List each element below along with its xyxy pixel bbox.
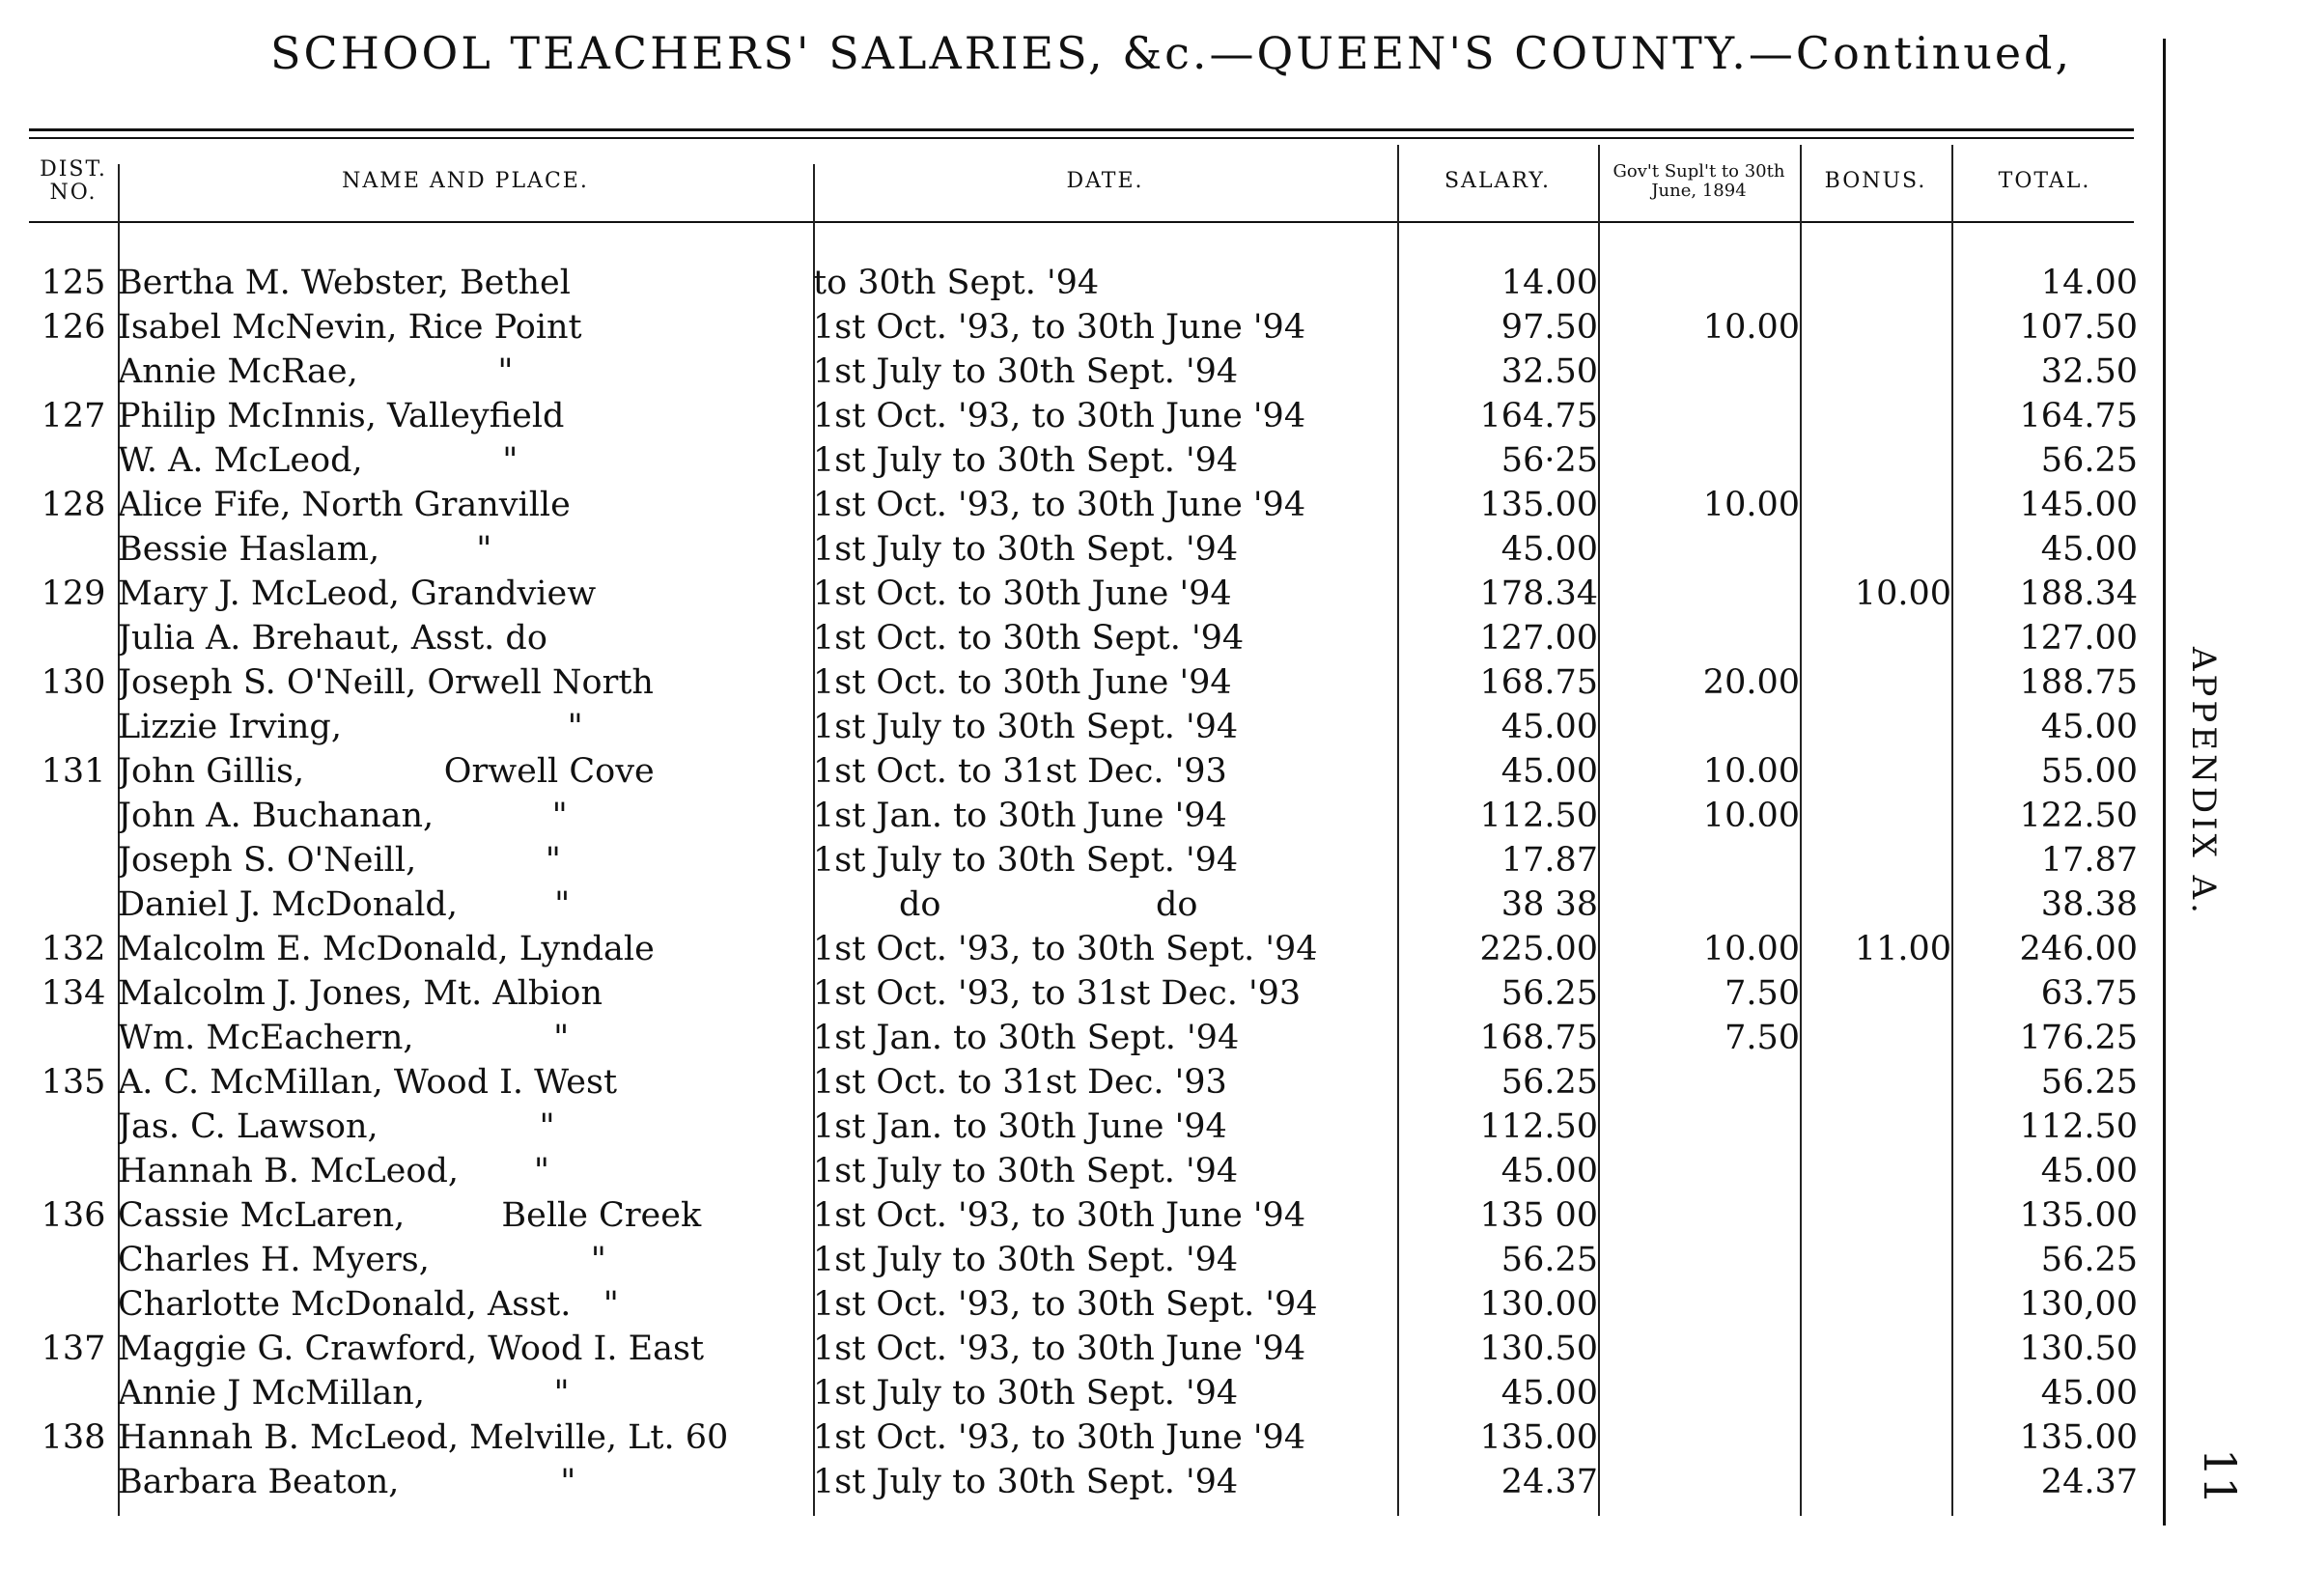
gov-supplement-cell [1598, 527, 1800, 572]
dist-no-cell [29, 838, 118, 882]
date-cell: 1st Oct. to 30th June '94 [813, 663, 1232, 702]
salary-cell: 14.00 [1500, 264, 1598, 302]
table-row [29, 971, 2138, 1016]
bonus-cell [1800, 527, 1951, 572]
dist-no-cell [29, 1282, 118, 1327]
salary-cell: 225.00 [1479, 930, 1598, 968]
bonus-cell [1800, 749, 1951, 794]
dist-no-cell [29, 616, 118, 660]
name-place-cell: Hannah B. McLeod, " [118, 1152, 549, 1190]
total-cell: 56.25 [2040, 1241, 2138, 1279]
table-row [29, 1016, 2138, 1060]
gov-supplement-cell: 7.50 [1724, 974, 1800, 1013]
gov-supplement-cell [1598, 882, 1800, 927]
header-rule-top-thin [29, 137, 2134, 139]
date-cell: 1st Oct. '93, to 30th June '94 [813, 308, 1306, 347]
salary-cell: 112.50 [1479, 1107, 1598, 1146]
salary-cell: 135 00 [1479, 1196, 1598, 1235]
table-row [29, 1371, 2138, 1415]
gov-supplement-cell [1598, 1371, 1800, 1415]
total-cell: 145.00 [2019, 486, 2138, 524]
name-place-cell: John A. Buchanan, " [118, 797, 568, 835]
name-place-cell: Bessie Haslam, " [118, 530, 492, 569]
bonus-cell [1800, 1327, 1951, 1371]
bonus-cell [1800, 1149, 1951, 1193]
bonus-cell [1800, 483, 1951, 527]
name-place-cell: Annie J McMillan, " [118, 1374, 570, 1413]
bonus-cell [1800, 1282, 1951, 1327]
dist-no-cell [29, 438, 118, 483]
total-cell: 188.75 [2019, 663, 2138, 702]
salary-cell: 45.00 [1500, 1374, 1598, 1413]
date-cell: 1st July to 30th Sept. '94 [813, 1463, 1239, 1501]
gov-supplement-cell [1598, 1105, 1800, 1149]
dist-no-cell: 128 [41, 486, 106, 524]
salary-cell: 38 38 [1500, 885, 1598, 924]
total-cell: 176.25 [2019, 1019, 2138, 1057]
total-cell: 122.50 [2019, 797, 2138, 835]
name-place-cell: Wm. McEachern, " [118, 1019, 570, 1057]
date-cell: 1st Oct. to 30th Sept. '94 [813, 619, 1245, 658]
gov-supplement-cell [1598, 1060, 1800, 1105]
salary-cell: 135.00 [1479, 486, 1598, 524]
table-row [29, 261, 2138, 305]
total-cell: 32.50 [2040, 352, 2138, 391]
dist-no-cell: 136 [41, 1196, 106, 1235]
gov-supplement-cell: 20.00 [1702, 663, 1800, 702]
table-row [29, 438, 2138, 483]
bonus-cell [1800, 1105, 1951, 1149]
total-cell: 45.00 [2040, 1374, 2138, 1413]
date-cell: 1st Oct. '93, to 30th June '94 [813, 486, 1306, 524]
name-place-cell: Philip McInnis, Valleyfield [118, 397, 565, 435]
date-cell: 1st July to 30th Sept. '94 [813, 841, 1239, 880]
total-cell: 38.38 [2040, 885, 2138, 924]
table-header-row [29, 143, 2138, 220]
dist-no-cell: 131 [41, 752, 106, 791]
salary-cell: 45.00 [1500, 1152, 1598, 1190]
bonus-cell [1800, 1060, 1951, 1105]
table-row [29, 394, 2138, 438]
salary-cell: 127.00 [1479, 619, 1598, 658]
salary-cell: 178.34 [1479, 574, 1598, 613]
bonus-cell [1800, 1016, 1951, 1060]
salary-cell: 130.00 [1479, 1285, 1598, 1324]
dist-no-cell [29, 350, 118, 394]
dist-no-cell [29, 1149, 118, 1193]
dist-no-cell: 125 [41, 264, 106, 302]
total-cell: 188.34 [2019, 574, 2138, 613]
table-row [29, 1193, 2138, 1238]
bonus-cell [1800, 305, 1951, 350]
date-cell: to 30th Sept. '94 [813, 264, 1100, 302]
bonus-cell: 11.00 [1854, 930, 1951, 968]
bonus-cell [1800, 350, 1951, 394]
total-cell: 135.00 [2019, 1418, 2138, 1457]
total-cell: 63.75 [2040, 974, 2138, 1013]
salary-cell: 17.87 [1500, 841, 1598, 880]
dist-no-cell: 130 [41, 663, 106, 702]
header-salary: SALARY. [1444, 168, 1552, 193]
table-row [29, 1282, 2138, 1327]
total-cell: 56.25 [2040, 441, 2138, 480]
page-right-border [2163, 39, 2166, 1526]
salary-cell: 24.37 [1500, 1463, 1598, 1501]
gov-supplement-cell: 10.00 [1702, 752, 1800, 791]
salary-cell: 32.50 [1500, 352, 1598, 391]
date-cell: 1st Oct. '93, to 30th June '94 [813, 397, 1306, 435]
table-row [29, 1238, 2138, 1282]
dist-no-cell: 132 [41, 930, 106, 968]
dist-no-cell [29, 527, 118, 572]
date-cell: 1st Jan. to 30th June '94 [813, 797, 1227, 835]
name-place-cell: John Gillis, Orwell Cove [118, 752, 655, 791]
bonus-cell [1800, 261, 1951, 305]
header-total: TOTAL. [1998, 168, 2091, 193]
date-cell: 1st Oct. to 31st Dec. '93 [813, 752, 1227, 791]
bonus-cell: 10.00 [1854, 574, 1951, 613]
date-cell: 1st Oct. to 31st Dec. '93 [813, 1063, 1227, 1102]
bonus-cell [1800, 394, 1951, 438]
table-row [29, 1060, 2138, 1105]
total-cell: 45.00 [2040, 708, 2138, 746]
salary-cell: 168.75 [1479, 1019, 1598, 1057]
bonus-cell [1800, 616, 1951, 660]
dist-no-cell [29, 1105, 118, 1149]
total-cell: 135.00 [2019, 1196, 2138, 1235]
name-place-cell: Jas. C. Lawson, " [118, 1107, 555, 1146]
gov-supplement-cell [1598, 350, 1800, 394]
bonus-cell [1800, 1238, 1951, 1282]
gov-supplement-cell [1598, 438, 1800, 483]
table-row [29, 794, 2138, 838]
date-cell: 1st Oct. to 30th June '94 [813, 574, 1232, 613]
name-place-cell: Annie McRae, " [118, 352, 514, 391]
dist-no-cell [29, 1238, 118, 1282]
date-cell: 1st July to 30th Sept. '94 [813, 708, 1239, 746]
header-name-and-place: NAME AND PLACE. [342, 168, 589, 193]
salary-cell: 45.00 [1500, 708, 1598, 746]
name-place-cell: Hannah B. McLeod, Melville, Lt. 60 [118, 1418, 729, 1457]
table-row [29, 705, 2138, 749]
gov-supplement-cell [1598, 1193, 1800, 1238]
date-cell: do do [813, 885, 1198, 924]
dist-no-cell: 129 [41, 574, 106, 613]
salary-cell: 164.75 [1479, 397, 1598, 435]
dist-no-cell: 137 [41, 1330, 106, 1368]
total-cell: 45.00 [2040, 530, 2138, 569]
name-place-cell: Charlotte McDonald, Asst. " [118, 1285, 619, 1324]
total-cell: 130,00 [2019, 1285, 2138, 1324]
bonus-cell [1800, 1193, 1951, 1238]
gov-supplement-cell [1598, 616, 1800, 660]
date-cell: 1st July to 30th Sept. '94 [813, 441, 1239, 480]
name-place-cell: Cassie McLaren, Belle Creek [118, 1196, 702, 1235]
salary-cell: 112.50 [1479, 797, 1598, 835]
gov-supplement-cell [1598, 705, 1800, 749]
date-cell: 1st July to 30th Sept. '94 [813, 1374, 1239, 1413]
bonus-cell [1800, 705, 1951, 749]
table-row [29, 305, 2138, 350]
gov-supplement-cell [1598, 572, 1800, 616]
table-row [29, 838, 2138, 882]
total-cell: 55.00 [2040, 752, 2138, 791]
salary-cell: 45.00 [1500, 752, 1598, 791]
date-cell: 1st Oct. '93, to 30th Sept. '94 [813, 1285, 1318, 1324]
page-number: 11 [2194, 1448, 2246, 1505]
bonus-cell [1800, 660, 1951, 705]
total-cell: 14.00 [2040, 264, 2138, 302]
date-cell: 1st July to 30th Sept. '94 [813, 1152, 1239, 1190]
salary-cell: 56.25 [1500, 974, 1598, 1013]
total-cell: 24.37 [2040, 1463, 2138, 1501]
total-cell: 56.25 [2040, 1063, 2138, 1102]
total-cell: 246.00 [2019, 930, 2138, 968]
salary-table [29, 143, 2138, 1504]
dist-no-cell: 134 [41, 974, 106, 1013]
name-place-cell: Lizzie Irving, " [118, 708, 583, 746]
dist-no-cell [29, 882, 118, 927]
date-cell: 1st Oct. '93, to 30th June '94 [813, 1196, 1306, 1235]
appendix-label: APPENDIX A. [2184, 647, 2223, 917]
table-row [29, 660, 2138, 705]
table-row [29, 882, 2138, 927]
date-cell: 1st Oct. '93, to 30th June '94 [813, 1418, 1306, 1457]
name-place-cell: Charles H. Myers, " [118, 1241, 606, 1279]
total-cell: 127.00 [2019, 619, 2138, 658]
bonus-cell [1800, 838, 1951, 882]
name-place-cell: Joseph S. O'Neill, Orwell North [118, 663, 654, 702]
dist-no-cell [29, 1371, 118, 1415]
date-cell: 1st Oct. '93, to 30th Sept. '94 [813, 930, 1318, 968]
name-place-cell: Bertha M. Webster, Bethel [118, 264, 571, 302]
bonus-cell [1800, 882, 1951, 927]
date-cell: 1st Jan. to 30th June '94 [813, 1107, 1227, 1146]
total-cell: 164.75 [2019, 397, 2138, 435]
table-row [29, 749, 2138, 794]
dist-no-cell [29, 705, 118, 749]
total-cell: 107.50 [2019, 308, 2138, 347]
gov-supplement-cell [1598, 1415, 1800, 1460]
header-bonus: BONUS. [1824, 168, 1927, 193]
bonus-cell [1800, 1415, 1951, 1460]
name-place-cell: Alice Fife, North Granville [118, 486, 571, 524]
date-cell: 1st Oct. '93, to 30th June '94 [813, 1330, 1306, 1368]
name-place-cell: A. C. McMillan, Wood I. West [118, 1063, 618, 1102]
page-title: SCHOOL TEACHERS' SALARIES, &c.—QUEEN'S COUNTY.—Continued, [270, 27, 2073, 79]
salary-cell: 45.00 [1500, 530, 1598, 569]
total-cell: 130.50 [2019, 1330, 2138, 1368]
table-row [29, 927, 2138, 971]
dist-no-cell: 138 [41, 1418, 106, 1457]
dist-no-cell [29, 1460, 118, 1504]
table-row [29, 1460, 2138, 1504]
spacer-cell [29, 220, 2138, 261]
salary-cell: 56·25 [1500, 441, 1598, 480]
salary-cell: 135.00 [1479, 1418, 1598, 1457]
gov-supplement-cell: 10.00 [1702, 486, 1800, 524]
gov-supplement-cell [1598, 1282, 1800, 1327]
salary-cell: 97.50 [1500, 308, 1598, 347]
table-row [29, 1105, 2138, 1149]
name-place-cell: Joseph S. O'Neill, " [118, 841, 561, 880]
dist-no-cell [29, 1016, 118, 1060]
date-cell: 1st Jan. to 30th Sept. '94 [813, 1019, 1240, 1057]
table-row [29, 1327, 2138, 1371]
gov-supplement-cell [1598, 1460, 1800, 1504]
table-row [29, 616, 2138, 660]
name-place-cell: Mary J. McLeod, Grandview [118, 574, 597, 613]
name-place-cell: Maggie G. Crawford, Wood I. East [118, 1330, 705, 1368]
table-row [29, 483, 2138, 527]
salary-cell: 168.75 [1479, 663, 1598, 702]
table-body [29, 220, 2138, 1504]
header-rule-top [29, 128, 2134, 131]
gov-supplement-cell [1598, 838, 1800, 882]
date-cell: 1st July to 30th Sept. '94 [813, 1241, 1239, 1279]
gov-supplement-cell [1598, 261, 1800, 305]
total-cell: 17.87 [2040, 841, 2138, 880]
dist-no-cell: 127 [41, 397, 106, 435]
header-gov-supplement: Gov't Supl't to 30th June, 1894 [1612, 161, 1785, 201]
gov-supplement-cell: 10.00 [1702, 797, 1800, 835]
date-cell: 1st Oct. '93, to 31st Dec. '93 [813, 974, 1302, 1013]
table-row [29, 527, 2138, 572]
name-place-cell: Barbara Beaton, " [118, 1463, 576, 1501]
salary-cell: 56.25 [1500, 1241, 1598, 1279]
gov-supplement-cell [1598, 1149, 1800, 1193]
header-dist-no: DIST. NO. [40, 156, 107, 205]
bonus-cell [1800, 1460, 1951, 1504]
dist-no-cell: 126 [41, 308, 106, 347]
salary-cell: 56.25 [1500, 1063, 1598, 1102]
table-row [29, 572, 2138, 616]
gov-supplement-cell: 10.00 [1702, 308, 1800, 347]
date-cell: 1st July to 30th Sept. '94 [813, 530, 1239, 569]
name-place-cell: Malcolm J. Jones, Mt. Albion [118, 974, 603, 1013]
gov-supplement-cell [1598, 1327, 1800, 1371]
dist-no-cell [29, 794, 118, 838]
bonus-cell [1800, 971, 1951, 1016]
total-cell: 112.50 [2019, 1107, 2138, 1146]
header-spacer-row [29, 220, 2138, 261]
date-cell: 1st July to 30th Sept. '94 [813, 352, 1239, 391]
salary-cell: 130.50 [1479, 1330, 1598, 1368]
dist-no-cell: 135 [41, 1063, 106, 1102]
name-place-cell: Malcolm E. McDonald, Lyndale [118, 930, 655, 968]
table-row [29, 1149, 2138, 1193]
bonus-cell [1800, 1371, 1951, 1415]
gov-supplement-cell: 7.50 [1724, 1019, 1800, 1057]
bonus-cell [1800, 794, 1951, 838]
header-date: DATE. [1066, 168, 1144, 193]
bonus-cell [1800, 438, 1951, 483]
gov-supplement-cell [1598, 1238, 1800, 1282]
gov-supplement-cell: 10.00 [1702, 930, 1800, 968]
gov-supplement-cell [1598, 394, 1800, 438]
name-place-cell: Julia A. Brehaut, Asst. do [118, 619, 547, 658]
name-place-cell: W. A. McLeod, " [118, 441, 519, 480]
total-cell: 45.00 [2040, 1152, 2138, 1190]
table-row [29, 350, 2138, 394]
name-place-cell: Isabel McNevin, Rice Point [118, 308, 582, 347]
table-row [29, 1415, 2138, 1460]
name-place-cell: Daniel J. McDonald, " [118, 885, 571, 924]
